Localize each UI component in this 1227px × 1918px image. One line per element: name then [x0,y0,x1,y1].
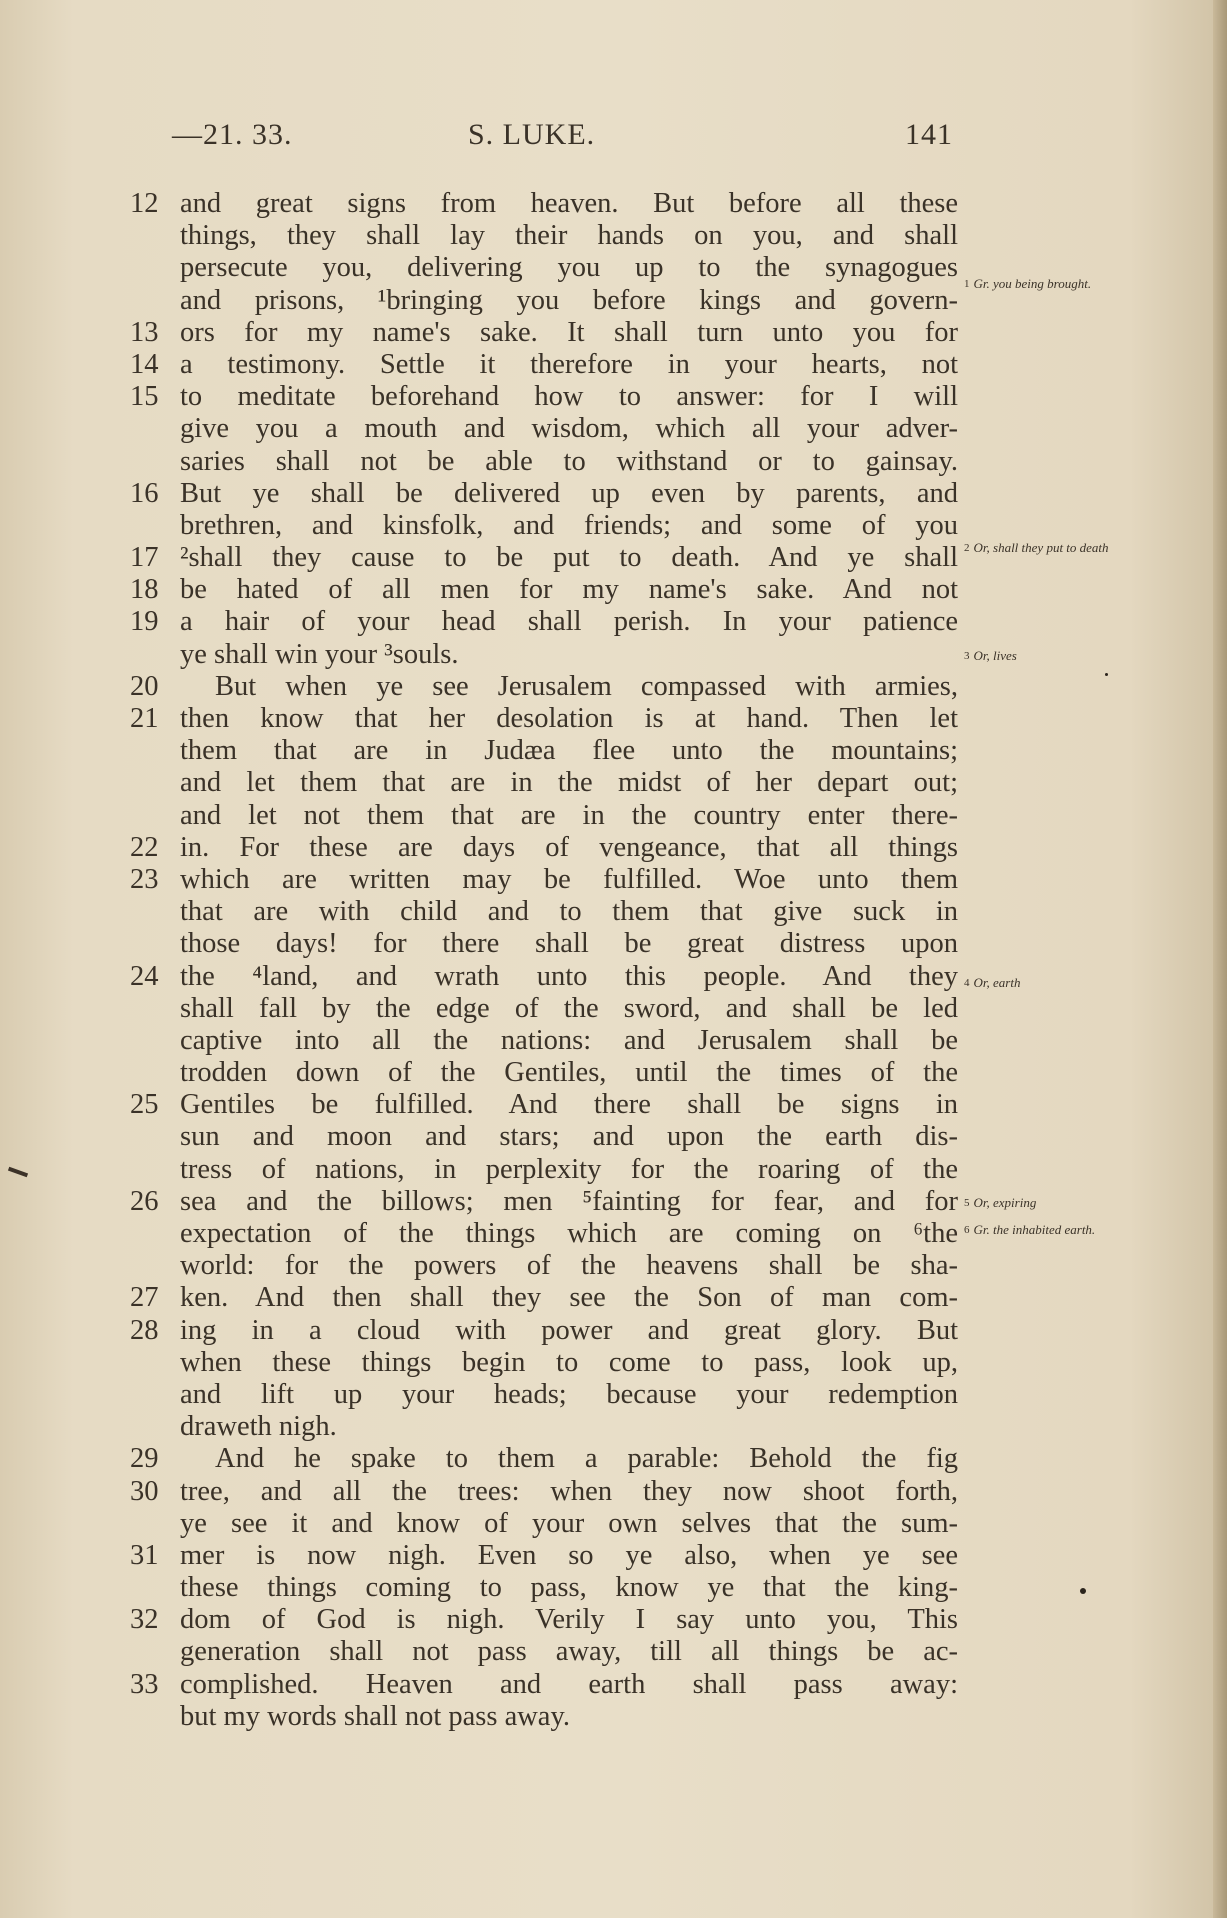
verse-text: world: for the powers of the heavens shall be sha- [180,1250,958,1282]
verse-text: and prisons, ¹bringing you before kings and govern- [180,284,958,316]
verse-number: 22 [130,831,159,863]
verse-text: and lift up your heads; because your redemption [180,1378,958,1410]
verse-text: Gentiles be fulfilled. And there shall be signs in [180,1089,958,1121]
verse-text: when these things begin to come to pass, look up, [180,1346,958,1378]
verse-text: But when ye see Jerusalem compassed with armies, [215,670,958,702]
verse-text: in. For these are days of vengeance, that all things [180,831,958,863]
verse-text: and great signs from heaven. But before all these [180,188,958,219]
margin-note-4: $^4$ Or, earth [964,975,1021,990]
margin-note-5: $^5$ Or, expiring [964,1195,1037,1210]
text-line [0,864,1227,896]
verse-text: brethren, and kinsfolk, and friends; and some of you [180,509,958,541]
verse-text: mer is now nigh. Even so ye also, when ye see [180,1539,958,1571]
verse-number: 19 [130,606,159,638]
verse-text: dom of God is nigh. Verily I say unto you, This [180,1604,958,1636]
verse-text: saries shall not be able to withstand or to gainsay. [180,445,958,477]
verse-number: 21 [130,703,159,734]
text-line [0,800,1227,832]
verse-text: ing in a cloud with power and great glory. But [180,1314,958,1346]
text-line [0,1411,1227,1443]
text-line [0,220,1227,252]
text-line [0,1057,1227,1089]
verse-number: 25 [130,1089,159,1121]
verse-number: 31 [130,1539,159,1571]
text-line [0,446,1227,478]
verse-text: these things coming to pass, know ye that the king- [180,1572,958,1604]
page-number: 141 [905,118,953,151]
verse-number: 24 [130,960,159,992]
text-line [0,832,1227,864]
verse-number: 33 [130,1668,159,1700]
text-line [0,1315,1227,1347]
verse-number: 26 [130,1185,159,1217]
margin-note-2: $^2$ Or, shall they put to death [964,540,1109,555]
text-line [0,735,1227,767]
text-line [0,510,1227,542]
text-line [0,381,1227,413]
scripture-text [0,188,1227,1733]
running-header [0,118,1227,162]
text-line [0,703,1227,735]
verse-text: trodden down of the Gentiles, until the times of the [180,1057,958,1089]
verse-text: give you a mouth and wisdom, which all your adver- [180,413,958,445]
margin-note-1: $^1$ Gr. you being brought. [964,276,1092,291]
verse-number: 16 [130,477,159,509]
verse-text: And he spake to them a parable: Behold the fig [215,1443,958,1475]
verse-text: sea and the billows; men ⁵fainting for fear, and for [180,1185,958,1217]
text-line [0,1250,1227,1282]
verse-number: 20 [130,670,159,702]
book-title: S. LUKE. [468,118,596,151]
text-line [0,574,1227,606]
text-line [0,1282,1227,1314]
text-line [0,1701,1227,1733]
verse-number: 17 [130,542,159,574]
verse-number: 13 [130,316,159,348]
verse-number: 30 [130,1475,159,1507]
text-line [0,928,1227,960]
verse-text: ors for my name's sake. It shall turn unto you for [180,316,958,348]
verse-text: shall fall by the edge of the sword, and shall be led [180,992,958,1024]
verse-text: tree, and all the trees: when they now shoot forth, [180,1475,958,1507]
text-line [0,767,1227,799]
verse-text: persecute you, delivering you up to the synagogues [180,252,958,284]
verse-text: ye shall win your ³souls. [180,638,459,670]
verse-text: to meditate beforehand how to answer: for I will [180,381,958,413]
verse-number: 32 [130,1604,159,1636]
text-line [0,1089,1227,1121]
verse-text: ken. And then shall they see the Son of man com- [180,1282,958,1314]
text-line [0,317,1227,349]
text-line [0,1121,1227,1153]
text-line [0,1443,1227,1475]
text-line [0,1347,1227,1379]
verse-text: that are with child and to them that give suck in [180,896,958,928]
text-line [0,1025,1227,1057]
verse-text: and let them that are in the midst of her depart out; [180,767,958,799]
verse-text: draweth nigh. [180,1411,337,1443]
verse-text: those days! for there shall be great distress upon [180,928,958,960]
verse-text: complished. Heaven and earth shall pass away: [180,1668,958,1700]
verse-text: them that are in Judæa flee unto the mountains; [180,735,958,767]
text-line [0,478,1227,510]
verse-text: a testimony. Settle it therefore in your hearts, not [180,348,958,380]
verse-number: 15 [130,381,159,413]
text-line [0,1636,1227,1668]
verse-number: 29 [130,1443,159,1475]
text-line [0,1540,1227,1572]
verse-text: a hair of your head shall perish. In your patience [180,606,958,638]
verse-text: and let not them that are in the country enter there- [180,799,958,831]
text-line [0,606,1227,638]
text-line [0,1572,1227,1604]
text-line [0,671,1227,703]
text-line [0,413,1227,445]
verse-text: the ⁴land, and wrath unto this people. And they [180,960,958,992]
verse-number: 28 [130,1314,159,1346]
text-line [0,896,1227,928]
verse-text: then know that her desolation is at hand. Then let [180,703,958,734]
verse-number: 18 [130,574,159,606]
verse-text: sun and moon and stars; and upon the earth dis- [180,1121,958,1153]
verse-number: 12 [130,188,159,219]
text-line [0,993,1227,1025]
text-line [0,1154,1227,1186]
verse-number: 14 [130,348,159,380]
verse-text: ye see it and know of your own selves that the sum- [180,1507,958,1539]
text-line [0,1508,1227,1540]
verse-text: but my words shall not pass away. [180,1700,570,1732]
verse-text: expectation of the things which are coming on ⁶the [180,1218,958,1249]
verse-text: ²shall they cause to be put to death. And ye shall [180,542,958,574]
verse-text: captive into all the nations: and Jerusalem shall be [180,1024,958,1056]
text-line [0,1669,1227,1701]
text-line [0,1379,1227,1411]
verse-text: be hated of all men for my name's sake. And not [180,574,958,606]
verse-text: which are written may be fulfilled. Woe unto them [180,863,958,895]
text-line [0,1476,1227,1508]
verse-text: things, they shall lay their hands on you, and shall [180,220,958,252]
text-line [0,349,1227,381]
chapter-verse-reference: —21. 33. [172,118,293,151]
verse-text: tress of nations, in perplexity for the roaring of the [180,1153,958,1185]
text-line [0,188,1227,220]
text-line [0,1604,1227,1636]
verse-number: 27 [130,1282,159,1314]
verse-text: generation shall not pass away, till all things be ac- [180,1636,958,1668]
margin-note-6: $^6$ Gr. the inhabited earth. [964,1222,1096,1237]
verse-text: But ye shall be delivered up even by parents, and [180,477,958,509]
verse-number: 23 [130,863,159,895]
margin-note-3: $^3$ Or, lives [964,648,1017,663]
